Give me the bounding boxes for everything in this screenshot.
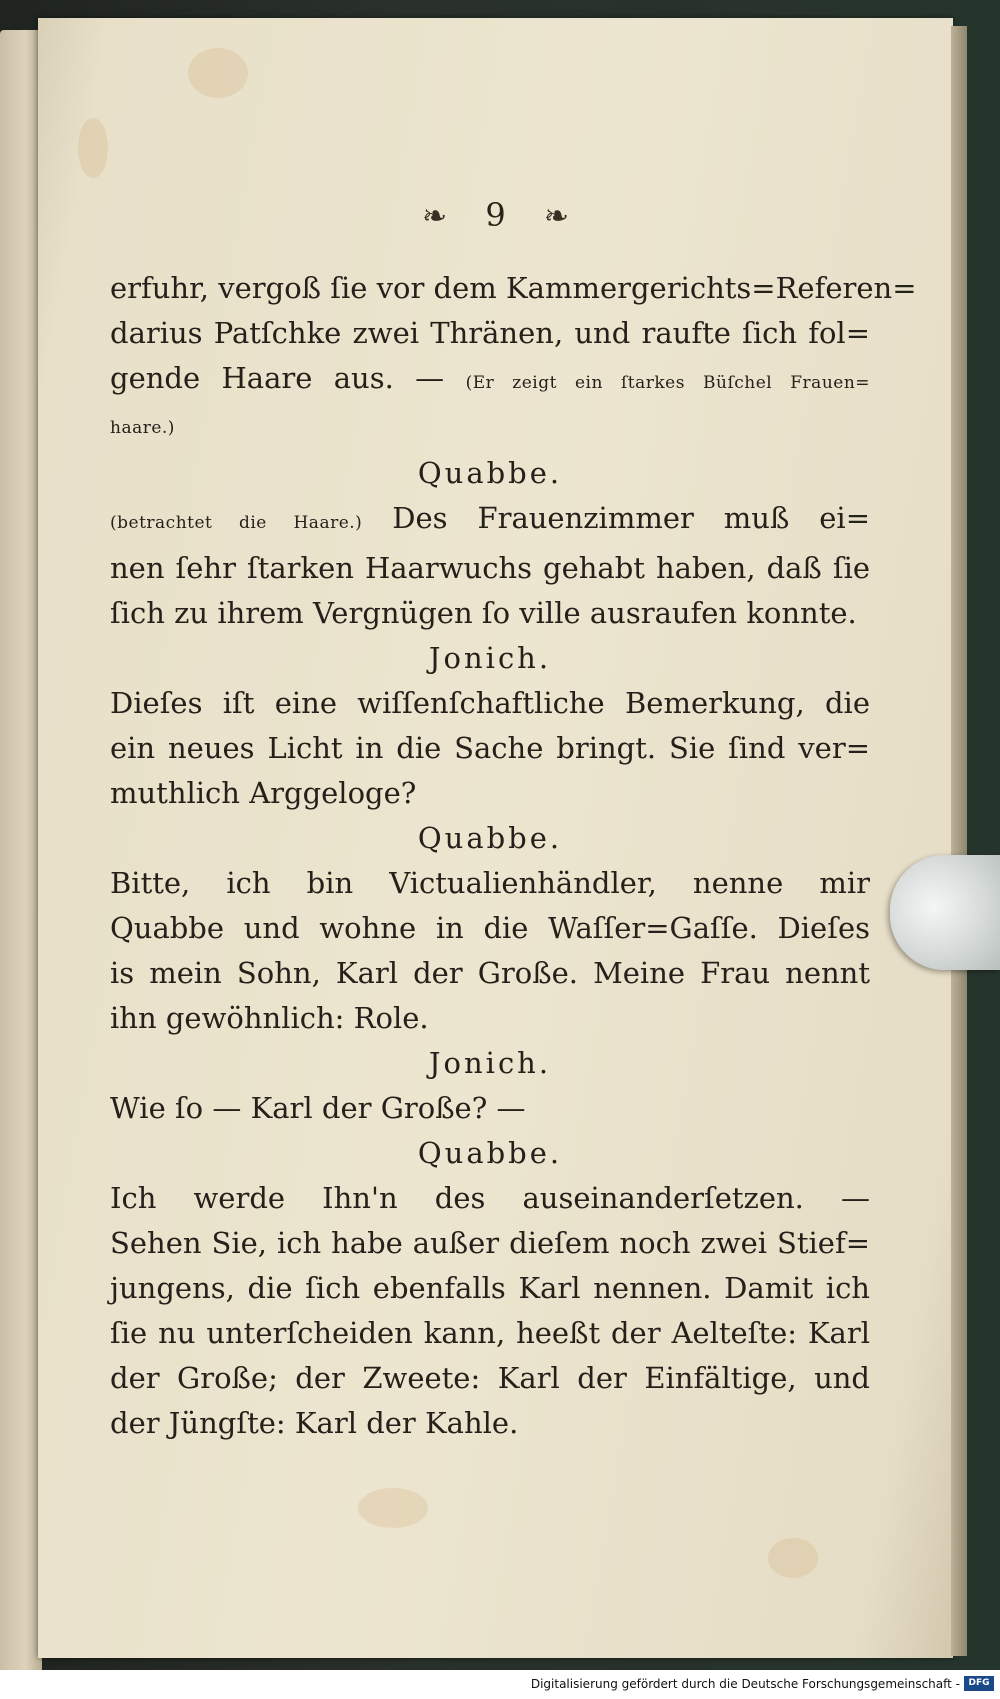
text-line: ein neues Licht in die Sache bringt. Sie ſind ver= bbox=[110, 731, 870, 765]
text-line: Dieſes iſt eine wiſſenſchaftliche Bemerkung, die bbox=[110, 686, 870, 720]
text-line: is mein Sohn, Karl der Große. Meine Frau nennt bbox=[110, 956, 870, 990]
speaker-name: Quabbe. bbox=[417, 821, 563, 855]
text-line: nen ſehr ſtarken Haarwuchs gehabt haben, daß ſie bbox=[110, 551, 870, 585]
speaker-name: Jonich. bbox=[428, 641, 552, 675]
text-line: Ich werde Ihn'n des auseinanderſetzen. — bbox=[110, 1181, 870, 1215]
book-clip bbox=[890, 855, 1000, 970]
text-line: Wie ſo — Karl der Große? — bbox=[110, 1091, 526, 1125]
ornament-right-icon: ❧ bbox=[543, 199, 569, 234]
text-line: der Große; der Zweete: Karl der Einfältige, und bbox=[110, 1361, 870, 1395]
text-line: muthlich Arggeloge? bbox=[110, 776, 417, 810]
left-page-edge bbox=[0, 30, 42, 1675]
speaker-name: Quabbe. bbox=[417, 456, 563, 490]
text-line bbox=[110, 356, 870, 406]
stage-direction: (Er zeigt ein ſtarkes Büſchel Frauen= bbox=[465, 373, 871, 393]
book-page bbox=[38, 18, 953, 1658]
foxing-stain bbox=[78, 118, 108, 178]
text-line: jungens, die ſich ebenfalls Karl nennen. Damit ich bbox=[110, 1271, 870, 1305]
text-line: erfuhr, vergoß ſie vor dem Kammergerichts=Referen= bbox=[110, 271, 917, 305]
text-line: ſie nu unterſcheiden kann, heeßt der Aelteſte: Karl bbox=[110, 1316, 870, 1350]
text-line: der Jüngſte: Karl der Kahle. bbox=[110, 1406, 519, 1440]
text-line: ihn gewöhnlich: Role. bbox=[110, 1001, 429, 1035]
ornament-left-icon: ❧ bbox=[422, 199, 448, 234]
footer-bar bbox=[0, 1670, 1000, 1699]
foxing-stain bbox=[358, 1488, 428, 1528]
foxing-stain bbox=[768, 1538, 818, 1578]
text-line: Bitte, ich bin Victualienhändler, nenne mir bbox=[110, 866, 870, 900]
page-number: 9 bbox=[485, 196, 506, 234]
speaker-name: Jonich. bbox=[428, 1046, 552, 1080]
text-line: Sehen Sie, ich habe außer dieſem noch zwei Stief= bbox=[110, 1226, 870, 1260]
footer-credit: Digitalisierung gefördert durch die Deutsche Forschungsgemeinschaft - bbox=[530, 1677, 960, 1691]
foxing-stain bbox=[188, 48, 248, 98]
stage-direction: haare.) bbox=[110, 418, 175, 438]
text-fragment: Des Frauenzimmer muß ei= bbox=[392, 501, 870, 535]
text-line: Quabbe und wohne in die Waſſer=Gaſſe. Dieſes bbox=[110, 911, 870, 945]
text-line bbox=[110, 496, 870, 546]
page-text bbox=[110, 266, 917, 1446]
dfg-logo: DFG bbox=[964, 1676, 994, 1691]
text-line: ſich zu ihrem Vergnügen ſo ville ausraufen konnte. bbox=[110, 596, 857, 630]
page-header bbox=[38, 196, 953, 234]
text-line: darius Patſchke zwei Thränen, und raufte ſich fol= bbox=[110, 316, 870, 350]
text-fragment: gende Haare aus. — bbox=[110, 361, 445, 395]
speaker-name: Quabbe. bbox=[417, 1136, 563, 1170]
stage-direction: (betrachtet die Haare.) bbox=[110, 513, 363, 533]
